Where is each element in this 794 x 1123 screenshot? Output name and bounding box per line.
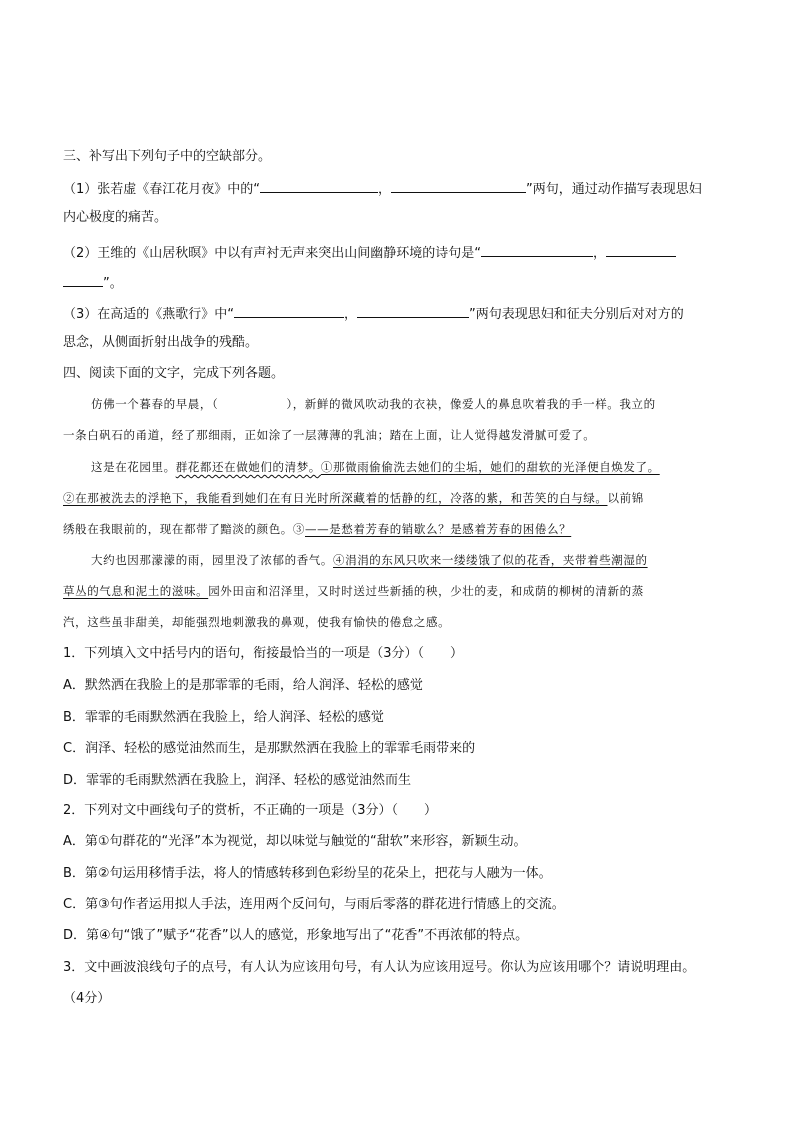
- underlined-sentence-1: ①那微雨偷偷洗去她们的尘垢，她们的甜软的光泽便自焕发了。: [320, 460, 660, 474]
- answer-blank[interactable]: [234, 305, 344, 318]
- passage-text: ），新鲜的微风吹动我的衣袂，像爱人的鼻息吹着我的手一样。我立的: [286, 397, 656, 411]
- passage-p2-line-2: [63, 490, 644, 506]
- passage-p3-line-1: [91, 552, 648, 568]
- q3-suffix: ”两句表现思妇和征夫分别后对对方的: [469, 307, 684, 322]
- answer-blank[interactable]: [63, 274, 103, 287]
- underlined-sentence-4-end: 草丛的气息和泥土的滋味。: [63, 584, 209, 598]
- question-1-option-c[interactable]: C．润泽、轻松的感觉油然而生，是那默然洒在我脸上的霏霏毛雨带来的: [63, 741, 476, 756]
- question-3-3-line-2: 思念，从侧面折射出战争的残酷。: [63, 335, 259, 350]
- section-4-heading: 四、阅读下面的文字，完成下列各题。: [63, 366, 285, 381]
- question-1-option-a[interactable]: A．默然洒在我脸上的是那霏霏的毛雨，给人润泽、轻松的感觉: [63, 678, 423, 693]
- question-2-option-a[interactable]: A．第①句群花的“光泽”本为视觉，却以味觉与触觉的“甜软”来形容，新颖生动。: [63, 834, 527, 849]
- q3-prefix: （3）在高适的《燕歌行》中“: [63, 307, 235, 322]
- passage-text: 仿佛一个暮春的早晨，（: [91, 397, 219, 411]
- answer-blank[interactable]: [391, 180, 526, 193]
- question-3-1-line-2: 内心极度的痛苦。: [63, 210, 168, 225]
- passage-p2-line-1: [91, 459, 660, 475]
- q2-prefix: （2）王维的《山居秋暝》中以有声衬无声来突出山间幽静环境的诗句是“: [63, 246, 482, 261]
- underlined-sentence-3: ——是愁着芳春的销歇么？是感着芳春的困倦么？: [305, 522, 572, 536]
- wavy-underlined-sentence: 群花都还在做她们的清梦。: [175, 460, 321, 474]
- question-3-3-line-1: [63, 305, 684, 323]
- question-3-stem: 3．文中画波浪线句子的点号，有人认为应该用句号，有人认为应该用逗号。你认为应该用哪个？请说明理由。: [63, 960, 696, 975]
- question-3-1-line-1: [63, 180, 702, 198]
- passage-p3-line-2: [63, 583, 644, 599]
- question-2-option-d[interactable]: D．第④句“饿了”赋予“花香”以人的感觉，形象地写出了“花香”不再浓郁的特点。: [63, 928, 529, 943]
- question-2-stem: 2．下列对文中画线句子的赏析，不正确的一项是（3分）（ ）: [63, 803, 438, 818]
- question-1-option-d[interactable]: D．霏霏的毛雨默然洒在我脸上，润泽、轻松的感觉油然而生: [63, 773, 412, 788]
- answer-blank[interactable]: [260, 180, 378, 193]
- passage-text: 园外田亩和沼泽里，又时时送过些新插的秧，少壮的麦，和成荫的柳树的清新的蒸: [208, 584, 644, 598]
- q2-line2-end: ”。: [103, 276, 123, 291]
- question-3-2-line-1: [63, 244, 676, 262]
- question-2-option-b[interactable]: B．第②句运用移情手法，将人的情感转移到色彩纷呈的花朵上，把花与人融为一体。: [63, 866, 552, 881]
- passage-text: 绣般在我眼前的，现在都带了黯淡的颜色。③: [63, 522, 305, 536]
- q1-sep: ，: [378, 182, 392, 197]
- answer-blank[interactable]: [481, 244, 593, 257]
- q2-sep: ，: [593, 246, 607, 261]
- passage-text: 以前锦: [607, 491, 644, 505]
- underlined-sentence-4: ④涓涓的东风只吹来一缕缕饿了似的花香，夹带着些潮湿的: [333, 553, 648, 567]
- q3-sep: ，: [344, 307, 358, 322]
- question-2-option-c[interactable]: C．第③句作者运用拟人手法，连用两个反问句，与雨后零落的群花进行情感上的交流。: [63, 897, 565, 912]
- passage-p3-line-3: 汽，这些虽非甜美，却能强烈地刺激我的鼻观，使我有愉快的倦怠之感。: [63, 615, 451, 629]
- question-3-stem-points: （4分）: [63, 991, 111, 1006]
- underlined-sentence-2: ②在那被洗去的浮艳下，我能看到她们在有日光时所深藏着的恬静的红，冷落的紫，和苦笑的白与绿。: [63, 491, 608, 505]
- passage-p1-line-2: 一条白矾石的甬道，经了那细雨，正如涂了一层薄薄的乳油；踏在上面，让人觉得越发滑腻可爱了。: [63, 428, 596, 442]
- passage-p1-line-1: [91, 396, 656, 412]
- answer-blank[interactable]: [606, 244, 676, 257]
- section-3-heading: 三、补写出下列句子中的空缺部分。: [63, 149, 272, 164]
- passage-p2-line-3: [63, 521, 571, 537]
- q1-suffix: ”两句，通过动作描写表现思妇: [526, 182, 702, 197]
- question-1-stem: 1．下列填入文中括号内的语句，衔接最恰当的一项是（3分）（ ）: [63, 646, 464, 661]
- q1-prefix: （1）张若虚《春江花月夜》中的“: [63, 182, 261, 197]
- passage-text: 大约也因那濛濛的雨，园里没了浓郁的香气。: [91, 553, 333, 567]
- question-1-option-b[interactable]: B．霏霏的毛雨默然洒在我脸上，给人润泽、轻松的感觉: [63, 710, 384, 725]
- passage-text: 这是在花园里。: [91, 460, 176, 474]
- question-3-2-line-2: [63, 274, 123, 292]
- answer-blank[interactable]: [357, 305, 469, 318]
